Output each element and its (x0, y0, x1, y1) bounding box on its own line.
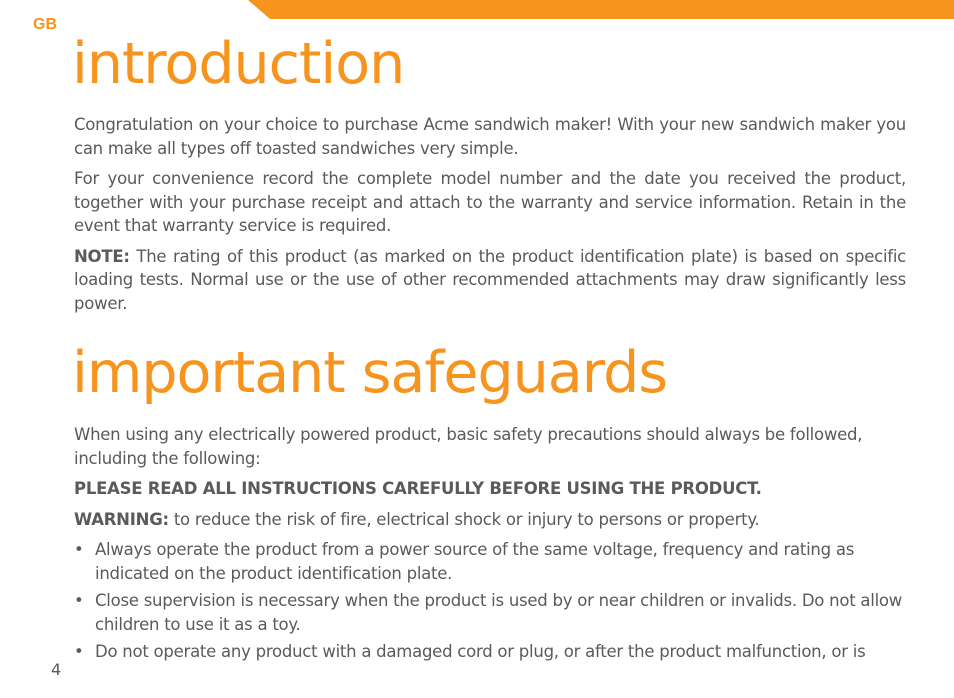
list-item-text: Close supervision is necessary when the product is used by or near children or invalids. Do not allow children to use it as a toy. (95, 591, 903, 634)
note-paragraph (74, 245, 906, 316)
warning-text: to reduce the risk of fire, electrical shock or injury to persons or property. (168, 509, 760, 529)
list-item-text: Always operate the product from a power source of the same voltage, frequency and rating as indicated on the product identification plate. (95, 540, 855, 583)
list-item (74, 640, 906, 664)
safeguards-list (74, 538, 906, 664)
safeguards-heading: important safeguards (72, 340, 668, 406)
introduction-section (74, 113, 906, 322)
list-item (74, 589, 906, 636)
note-label: NOTE: (74, 246, 130, 266)
list-item (74, 538, 906, 585)
note-text: The rating of this product (as marked on the product identification plate) is based on specific loading tests. Normal use or the use of other recommended attachments may draw significantly less power. (74, 246, 906, 313)
header-accent-bar (248, 0, 954, 19)
page-number: 4 (51, 660, 62, 679)
list-item-text: Do not operate any product with a damaged cord or plug, or after the product malfunction, or is (95, 642, 866, 661)
safeguards-section (74, 423, 906, 668)
please-read-notice: PLEASE READ ALL INSTRUCTIONS CAREFULLY BEFORE USING THE PRODUCT. (74, 479, 762, 498)
warning-paragraph (74, 508, 906, 532)
intro-paragraph-2: For your convenience record the complete model number and the date you received the product, together with your purchase receipt and attach to the warranty and service information. Retain in the event that warranty service is required. (74, 169, 906, 235)
language-code: GB (33, 16, 57, 33)
bullet-icon: • (74, 540, 84, 559)
bullet-icon: • (74, 642, 84, 661)
safeguards-intro: When using any electrically powered product, basic safety precautions should always be followed, including the following: (74, 425, 863, 468)
intro-paragraph-1: Congratulation on your choice to purchase Acme sandwich maker! With your new sandwich maker you can make all types off toasted sandwiches very simple. (74, 115, 906, 158)
bullet-icon: • (74, 591, 84, 610)
introduction-heading: introduction (72, 31, 405, 97)
warning-label: WARNING: (74, 509, 169, 529)
